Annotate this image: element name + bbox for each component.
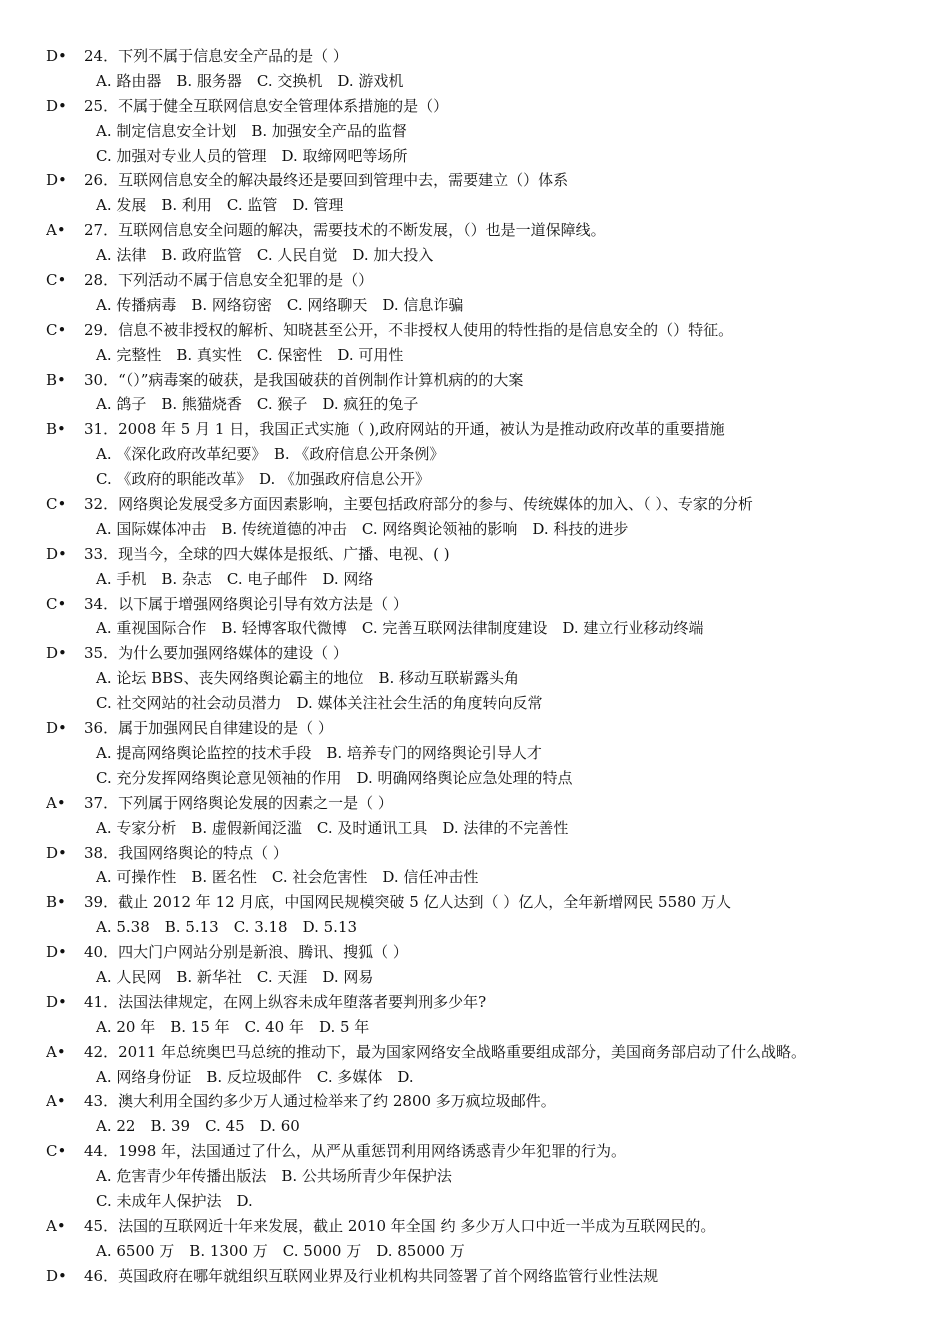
options-line: A. 5.38 B. 5.13 C. 3.18 D. 5.13 [96,918,358,937]
options-line: A. 专家分析 B. 虚假新闻泛滥 C. 及时通讯工具 D. 法律的不完善性 [96,818,569,837]
question-line [46,1089,910,1114]
question-text: 30．“（）”病毒案的破获，是我国破获的首例制作计算机病的的大案 [84,370,524,389]
options-line: A. 国际媒体冲击 B. 传统道德的冲击 C. 网络舆论领袖的影响 D. 科技的进步 [96,519,629,538]
answer-mark: D• [46,943,67,962]
options-line: A. 法律 B. 政府监管 C. 人民自觉 D. 加大投入 [96,246,434,265]
question-line [46,417,910,442]
options-line: C. 充分发挥网络舆论意见领袖的作用 D. 明确网络舆论应急处理的特点 [96,768,573,787]
question-text: 35．为什么要加强网络媒体的建设（ ） [84,644,348,663]
question-line [46,318,910,343]
options-line: A. 《深化政府改革纪要》 B. 《政府信息公开条例》 [96,445,445,464]
question-text: 26．互联网信息安全的解决最终还是要回到管理中去，需要建立（）体系 [84,171,569,190]
question-text: 29．信息不被非授权的解析、知晓甚至公开，不非授权人使用的特性指的是信息安全的（）特征。 [84,320,734,339]
answer-mark: B• [46,370,66,389]
question-line [46,44,910,69]
question-line [46,1040,910,1065]
answer-mark: C• [46,594,67,613]
question-text: 41．法国法律规定，在网上纵容未成年堕落者要判刑多少年? [84,992,487,1011]
question-line [46,1139,910,1164]
answer-mark: D• [46,1266,67,1285]
answer-mark: D• [46,96,67,115]
question-text: 36．属于加强网民自律建设的是（ ） [84,719,333,738]
options-line: A. 鸽子 B. 熊猫烧香 C. 猴子 D. 疯狂的兔子 [96,395,419,414]
question-text: 25．不属于健全互联网信息安全管理体系措施的是（） [84,96,449,115]
answer-mark: A• [46,1042,66,1061]
question-line [46,492,910,517]
question-line [46,268,910,293]
answer-mark: D• [46,544,67,563]
options-line: C. 社交网站的社会动员潜力 D. 媒体关注社会生活的角度转向反常 [96,694,543,713]
question-text: 42．2011 年总统奥巴马总统的推动下，最为国家网络安全战略重要组成部分，美国商务部启动了什么战略。 [84,1042,807,1061]
question-text: 45．法国的互联网近十年来发展，截止 2010 年全国 约 多少万人口中近一半成为互联网民的。 [84,1216,716,1235]
options-line: A. 发展 B. 利用 C. 监管 D. 管理 [96,196,344,215]
question-text: 40．四大门户网站分别是新浪、腾讯、搜狐（ ） [84,943,408,962]
question-text: 24．下列不属于信息安全产品的是（ ） [84,47,348,65]
answer-mark: D• [46,843,67,862]
question-line [46,94,910,119]
options-line: C. 《政府的职能改革》 D. 《加强政府信息公开》 [96,470,431,489]
question-line [46,791,910,816]
question-line [46,1214,910,1239]
question-text: 38．我国网络舆论的特点（ ） [84,843,288,862]
question-line [46,368,910,393]
answer-mark: D• [46,171,67,190]
question-text: 32．网络舆论发展受多方面因素影响，主要包括政府部分的参与、传统媒体的加入、（ ）、专家的分析 [84,495,753,514]
answer-mark: C• [46,320,67,339]
question-text: 34．以下属于增强网络舆论引导有效方法是（ ） [84,594,408,613]
options-line: A. 6500 万 B. 1300 万 C. 5000 万 D. 85000 万 [96,1241,465,1260]
answer-mark: C• [46,271,67,290]
answer-mark: A• [46,793,66,812]
question-text: 39．截止 2012 年 12 月底，中国网民规模突破 5 亿人达到（ ）亿人，全年新增网民 5580 万人 [84,893,731,912]
options-line: A. 可操作性 B. 匿名性 C. 社会危害性 D. 信任冲击性 [96,868,479,887]
question-line [46,940,910,965]
question-line [46,641,910,666]
options-line: A. 论坛 BBS、丧失网络舆论霸主的地位 B. 移动互联崭露头角 [96,669,520,688]
options-line: A. 路由器 B. 服务器 C. 交换机 D. 游戏机 [96,71,404,90]
options-line: C. 加强对专业人员的管理 D. 取缔网吧等场所 [96,146,408,165]
answer-mark: D• [46,992,67,1011]
options-line: A. 完整性 B. 真实性 C. 保密性 D. 可用性 [96,345,404,364]
question-text: 28．下列活动不属于信息安全犯罪的是（） [84,271,374,290]
question-line [46,168,910,193]
answer-mark: B• [46,420,66,439]
question-line [46,716,910,741]
question-text: 44．1998 年，法国通过了什么，从严从重惩罚利用网络诱惑青少年犯罪的行为。 [84,1142,627,1161]
answer-mark: D• [46,47,67,65]
question-text: 33．现当今，全球的四大媒体是报纸、广播、电视、( ) [84,544,450,563]
answer-mark: A• [46,221,66,240]
question-line [46,841,910,866]
question-line [46,890,910,915]
answer-mark: A• [46,1092,66,1111]
question-line [46,542,910,567]
options-line: A. 手机 B. 杂志 C. 电子邮件 D. 网络 [96,569,374,588]
options-line: A. 人民网 B. 新华社 C. 天涯 D. 网易 [96,967,374,986]
options-line: A. 传播病毒 B. 网络窃密 C. 网络聊天 D. 信息诈骗 [96,295,464,314]
question-line [46,990,910,1015]
answer-mark: D• [46,719,67,738]
answer-mark: C• [46,495,67,514]
answer-mark: C• [46,1142,67,1161]
question-text: 43．澳大利用全国约多少万人通过检举来了约 2800 多万疯垃圾邮件。 [84,1092,556,1111]
answer-mark: B• [46,893,66,912]
question-line [46,218,910,243]
question-text: 27．互联网信息安全问题的解决，需要技术的不断发展，（）也是一道保障线。 [84,221,606,240]
options-line: A. 危害青少年传播出版法 B. 公共场所青少年保护法 [96,1167,452,1186]
answer-mark: A• [46,1216,66,1235]
question-text: 31．2008 年 5 月 1 日，我国正式实施（ ),政府网站的开通，被认为是推动政府改革的重要措施 [84,420,725,439]
question-line [46,592,910,617]
options-line: C. 未成年人保护法 D. [96,1191,253,1210]
options-line: A. 22 B. 39 C. 45 D. 60 [96,1117,300,1136]
answer-mark: D• [46,644,67,663]
options-line: A. 制定信息安全计划 B. 加强安全产品的监督 [96,121,407,140]
options-line: A. 20 年 B. 15 年 C. 40 年 D. 5 年 [96,1017,370,1036]
question-text: 37．下列属于网络舆论发展的因素之一是（ ） [84,793,393,812]
options-line: A. 网络身份证 B. 反垃圾邮件 C. 多媒体 D. [96,1067,414,1086]
question-text: 46．英国政府在哪年就组织互联网业界及行业机构共同签署了首个网络监管行业性法规 [84,1266,659,1285]
question-line [46,1264,910,1289]
options-line: A. 提高网络舆论监控的技术手段 B. 培养专门的网络舆论引导人才 [96,743,542,762]
options-line: A. 重视国际合作 B. 轻博客取代微博 C. 完善互联网法律制度建设 D. 建立行业移动终端 [96,619,704,638]
